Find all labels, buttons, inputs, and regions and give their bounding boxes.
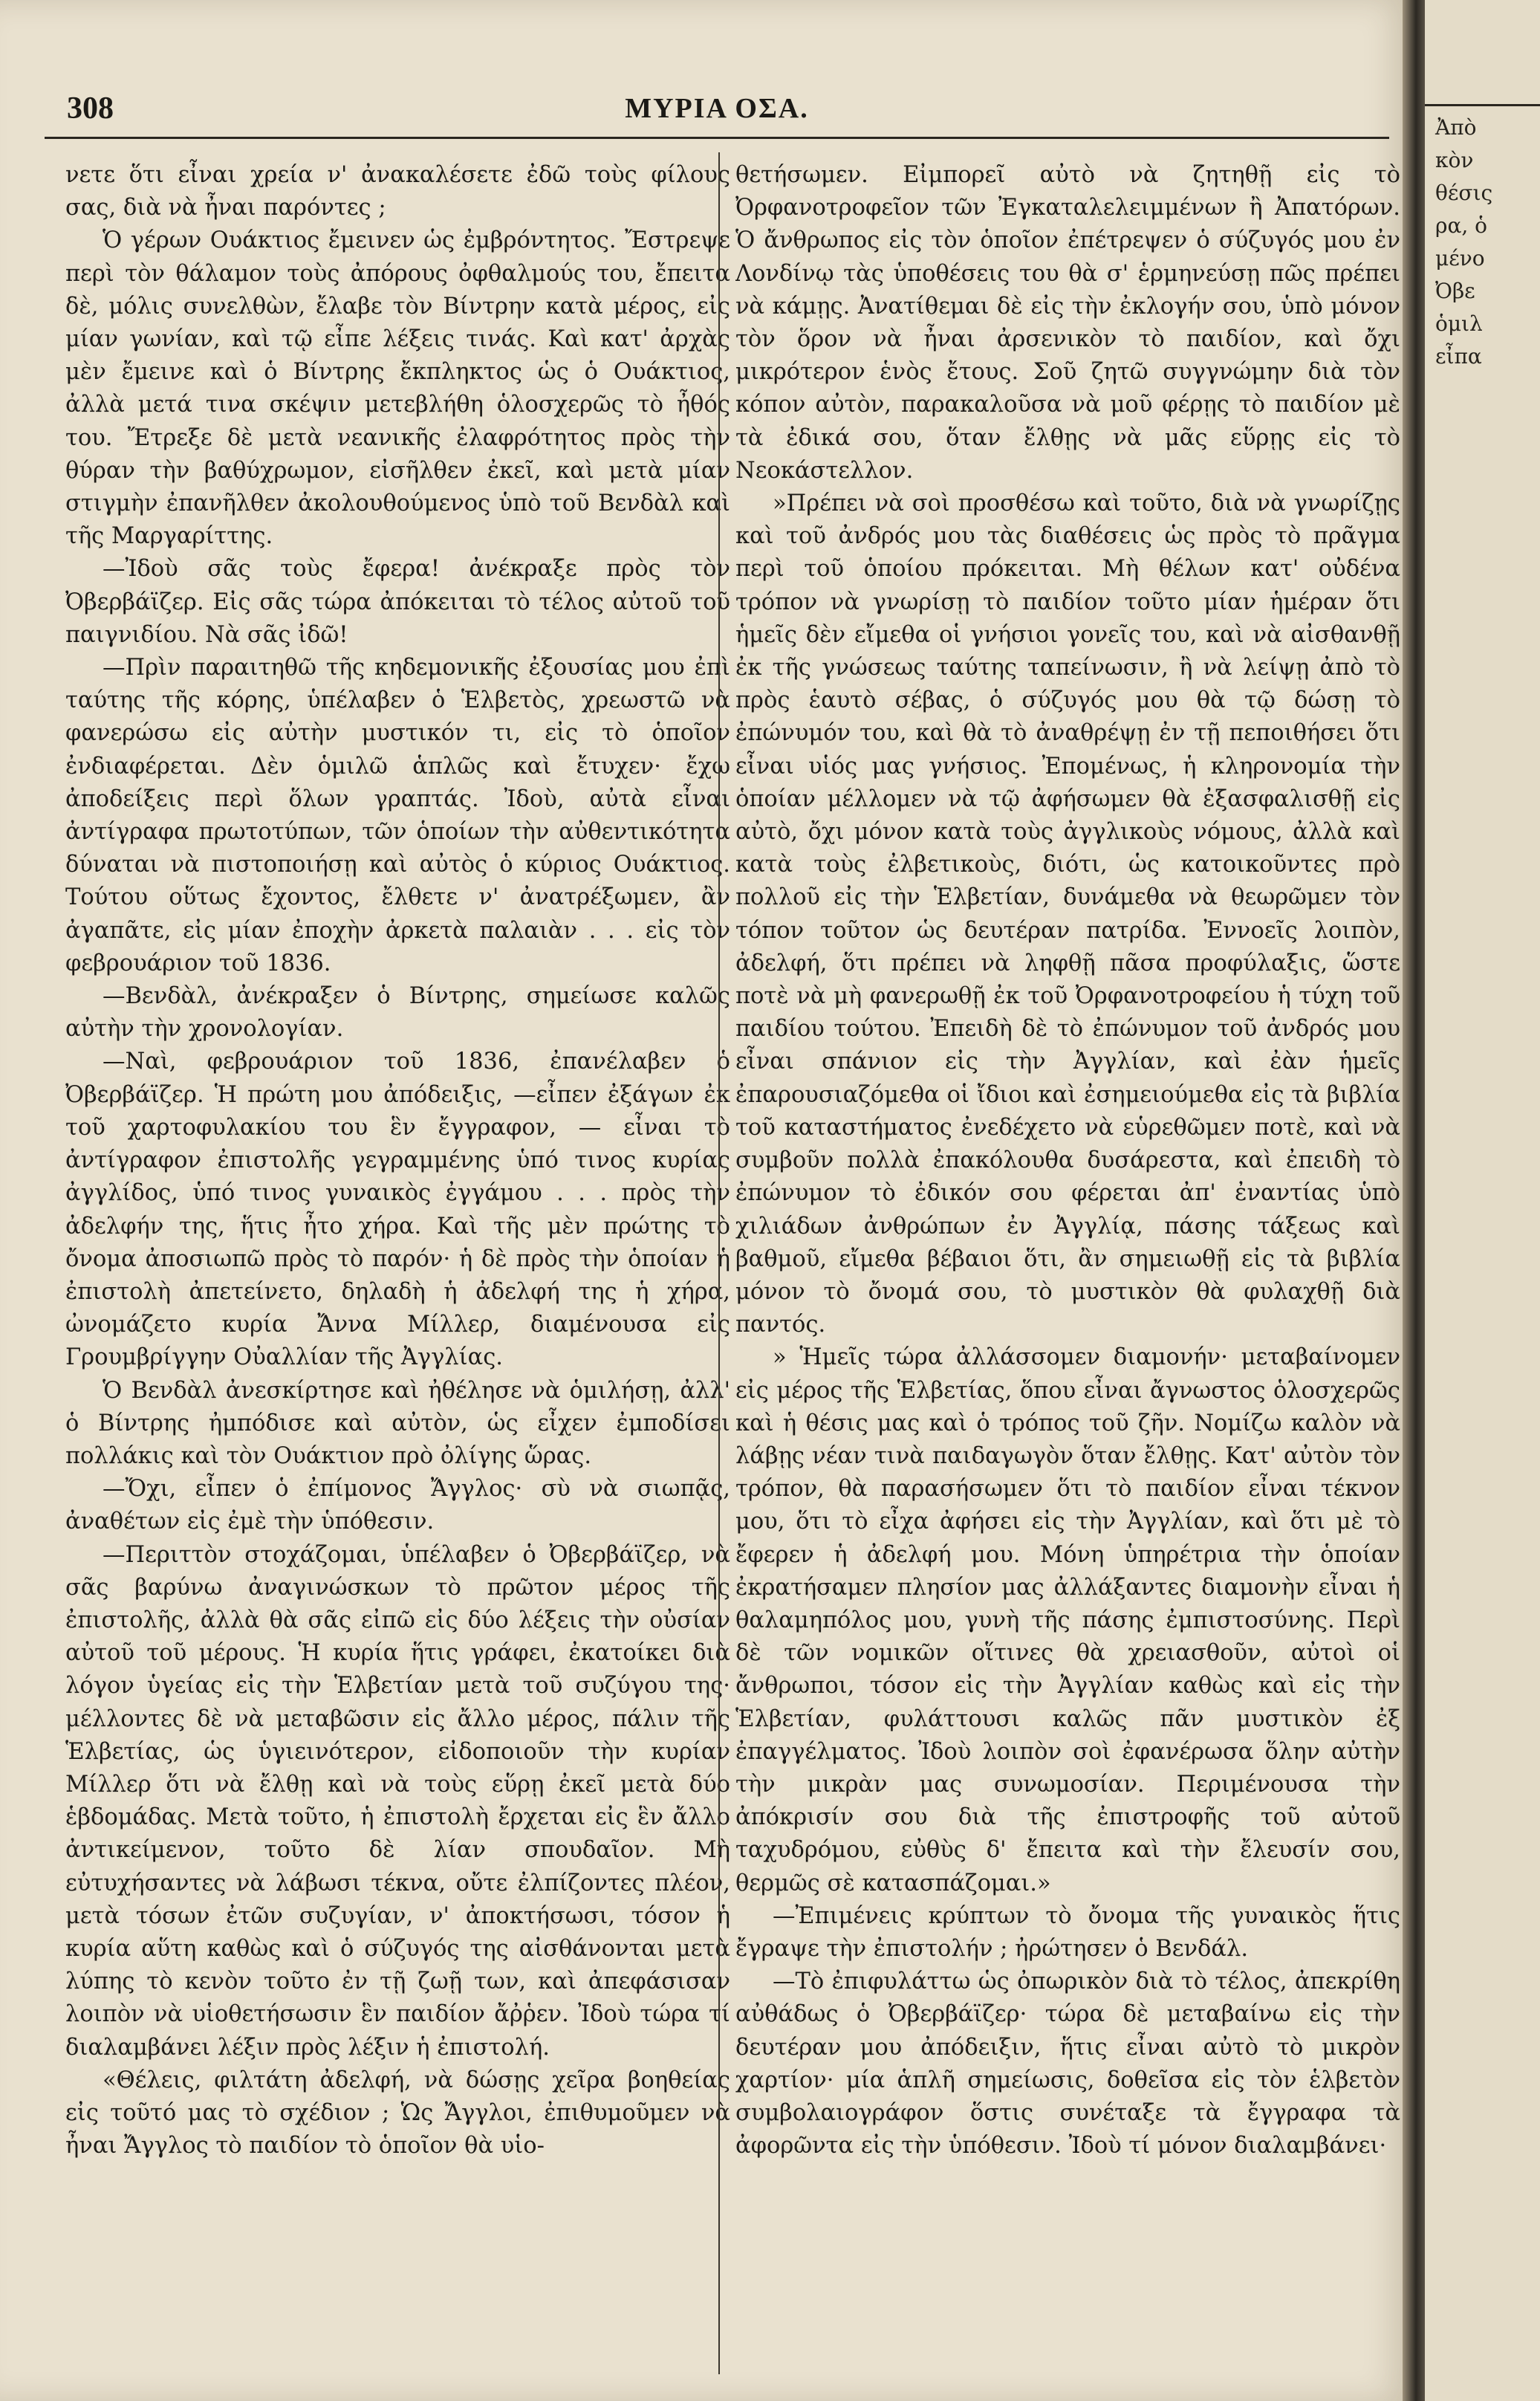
facing-page-edge — [1425, 0, 1540, 2401]
page-number: 308 — [67, 91, 114, 126]
right-text-column — [735, 159, 1400, 2381]
paragraph: —Περιττὸν στοχάζομαι, ὑπέλαβεν ὁ Ὀβερβάϊζερ, νὰ σᾶς βαρύνω ἀναγινώσκων τὸ πρῶτον μέρος τῆς ἐπιστολῆς, ἀλλὰ θὰ σᾶς εἰπῶ εἰς δύο λέξεις τὴν οὐσίαν αὐτοῦ τοῦ μέρους. Ἡ κυρία ἥτις γράφει, ἐκατοίκει διὰ λόγον ὑγείας εἰς τὴν Ἑλβετίαν μετὰ τοῦ συζύγου της· μέλλοντες δὲ νὰ μεταβῶσιν εἰς ἄλλο μέρος, πάλιν τῆς Ἑλβετίας, ὡς ὑγιεινότερον, εἰδοποιοῦν τὴν κυρίαν Μίλλερ ὅτι νὰ ἔλθῃ καὶ νὰ τοὺς εὕρῃ ἐκεῖ μετὰ δύο ἑβδομάδας. Μετὰ τοῦτο, ἡ ἐπιστολὴ ἔρχεται εἰς ἓν ἄλλο ἀντικείμενον, τοῦτο δὲ λίαν σπουδαῖον. Μὴ εὐτυχήσαντες νὰ λάβωσι τέκνα, οὔτε ἐλπίζοντες πλέον, μετὰ τόσων ἐτῶν συζυγίαν, ν' ἀποκτήσωσι, τόσον ἡ κυρία αὕτη καθὼς καὶ ὁ σύζυγός της αἰσθάνονται μετὰ λύπης τὸ κενὸν τοῦτο ἐν τῇ ζωῇ των, καὶ ἀπεφάσισαν λοιπὸν νὰ υἱοθετήσωσιν ἓν παιδίον ἄῤῥεν. Ἰδοὺ τώρα τί διαλαμβάνει λέξιν πρὸς λέξιν ἡ ἐπιστολή. — [65, 1541, 730, 2061]
page-header — [45, 88, 1389, 129]
left-text-column — [65, 159, 730, 2381]
paragraph: «Θέλεις, φιλτάτη ἀδελφή, νὰ δώσῃς χεῖρα βοηθείας εἰς τοῦτό μας τὸ σχέδιον ; Ὡς Ἄγγλοι, ἐπιθυμοῦμεν νὰ ἦναι Ἄγγλος τὸ παιδίον τὸ ὁποῖον θὰ υἱο- — [65, 2067, 730, 2159]
paragraph: »Πρέπει νὰ σοὶ προσθέσω καὶ τοῦτο, διὰ νὰ γνωρίζῃς καὶ τοῦ ἀνδρός μου τὰς διαθέσεις ὡς πρὸς τὸ πρᾶγμα περὶ τοῦ ὁποίου πρόκειται. Μὴ θέλων κατ' οὐδένα τρόπον νὰ γνωρίσῃ τὸ παιδίον τοῦτο μίαν ἡμέραν ὅτι ἡμεῖς δὲν εἴμεθα οἱ γνήσιοι γονεῖς του, καὶ νὰ αἰσθανθῇ ἐκ τῆς γνώσεως ταύτης ταπείνωσιν, ἢ νὰ λείψῃ ἀπὸ τὸ πρὸς ἑαυτὸ σέβας, ὁ σύζυγός μου θὰ τῷ δώσῃ τὸ ἐπώνυμόν του, καὶ θὰ τὸ ἀναθρέψῃ ἐν τῇ πεποιθήσει ὅτι εἶναι υἱός μας γνήσιος. Ἐπομένως, ἡ κληρονομία τὴν ὁποίαν μέλλομεν νὰ τῷ ἀφήσωμεν θὰ ἐξασφαλισθῇ εἰς αὐτὸ, ὄχι μόνον κατὰ τοὺς ἀγγλικοὺς νόμους, ἀλλὰ καὶ κατὰ τοὺς ἐλβετικοὺς, διότι, ὡς κατοικοῦντες πρὸ πολλοῦ εἰς τὴν Ἑλβετίαν, δυνάμεθα νὰ θεωρῶμεν τὸν τόπον τοῦτον ὡς δευτέραν πατρίδα. Ἐννοεῖς λοιπὸν, ἀδελφή, ὅτι πρέπει νὰ ληφθῇ πᾶσα προφύλαξις, ὥστε ποτὲ νὰ μὴ φανερωθῇ ἐκ τοῦ Ὀρφανοτροφείου ἡ τύχη τοῦ παιδίου τούτου. Ἐπειδὴ δὲ τὸ ἐπώνυμον τοῦ ἀνδρός μου εἶναι σπάνιον εἰς τὴν Ἀγγλίαν, καὶ ἐὰν ἡμεῖς ἐπαρουσιαζόμεθα οἱ ἴδιοι καὶ ἐσημειούμεθα εἰς τὰ βιβλία τοῦ καταστήματος ἐνεδέχετο νὰ εὑρεθῶμεν ποτὲ, καὶ νὰ συμβοῦν πολλὰ ἐπακόλουθα δυσάρεστα, καὶ ἐπειδὴ τὸ ἐπώνυμον τὸ ἐδικόν σου φέρεται ἀπ' ἐναντίας ὑπὸ χιλιάδων ἀνθρώπων ἐν Ἀγγλίᾳ, πάσης τάξεως καὶ βαθμοῦ, εἴμεθα βέβαιοι ὅτι, ἂν σημειωθῇ εἰς τὰ βιβλία μόνον τὸ ὄνομά σου, τὸ μυστικὸν θὰ φυλαχθῇ διὰ παντός. — [735, 490, 1400, 1338]
column-divider — [718, 152, 720, 2374]
paragraph: νετε ὅτι εἶναι χρεία ν' ἀνακαλέσετε ἐδῶ τοὺς φίλους σας, διὰ νὰ ἦναι παρόντες ; — [65, 162, 730, 221]
header-rule — [45, 137, 1389, 139]
paragraph: Ὁ Βενδὰλ ἀνεσκίρτησε καὶ ἠθέλησε νὰ ὁμιλήσῃ, ἀλλ' ὁ Βίντρης ἠμπόδισε καὶ αὐτὸν, ὡς εἶχεν ἐμποδίσει πολλάκις καὶ τὸν Ουάκτιον πρὸ ὀλίγης ὥρας. — [65, 1377, 730, 1469]
facing-page-text-fragments: Ἀπὸ κὸν θέσις ρα, ὁ μένο Ὀβε ὁμιλ εἶπα — [1435, 115, 1493, 369]
book-gutter — [1403, 0, 1425, 2401]
paragraph: —Ναὶ, φεβρουάριον τοῦ 1836, ἐπανέλαβεν ὁ Ὀβερβάϊζερ. Ἡ πρώτη μου ἀπόδειξις, —εἶπεν ἐξάγων ἐκ τοῦ χαρτοφυλακίου του ἓν ἔγγραφον, — εἶναι τὸ ἀντίγραφον ἐπιστολῆς γεγραμμένης ὑπό τινος κυρίας ἀγγλίδος, ὑπό τινος γυναικὸς ἐγγάμου . . . πρὸς τὴν ἀδελφήν της, ἥτις ἦτο χήρα. Καὶ τῆς μὲν πρώτης τὸ ὄνομα ἀποσιωπῶ πρὸς τὸ παρόν· ἡ δὲ πρὸς τὴν ὁποίαν ἡ ἐπιστολὴ ἀπετείνετο, δηλαδὴ ἡ ἀδελφή της ἡ χήρα, ὠνομάζετο κυρία Ἄννα Μίλλερ, διαμένουσα εἰς Γρουμβρίγγην Οὐαλλίαν τῆς Ἀγγλίας. — [65, 1049, 730, 1371]
paragraph: —Ἰδοὺ σᾶς τοὺς ἔφερα! ἀνέκραξε πρὸς τὸν Ὀβερβάϊζερ. Εἰς σᾶς τώρα ἀπόκειται τὸ τέλος αὐτοῦ τοῦ παιγνιδίου. Νὰ σᾶς ἰδῶ! — [65, 556, 730, 648]
paragraph: —Βενδὰλ, ἀνέκραξεν ὁ Βίντρης, σημείωσε καλῶς αὐτὴν τὴν χρονολογίαν. — [65, 983, 730, 1043]
paragraph: Ὁ γέρων Ουάκτιος ἔμεινεν ὡς ἐμβρόντητος. Ἔστρεψε περὶ τὸν θάλαμον τοὺς ἀπόρους ὀφθαλμούς του, ἔπειτα δὲ, μόλις συνελθὼν, ἔλαβε τὸν Βίντρην κατὰ μέρος, εἰς μίαν γωνίαν, καὶ τῷ εἶπε λέξεις τινάς. Καὶ κατ' ἀρχὰς μὲν ἔμεινε καὶ ὁ Βίντρης ἔκπληκτος ὡς ὁ Ουάκτιος, ἀλλὰ μετά τινα σκέψιν μετεβλήθη ὁλοσχερῶς τὸ ἦθός του. Ἔτρεξε δὲ μετὰ νεανικῆς ἐλαφρότητος πρὸς τὴν θύραν τὴν βαθύχρωμον, εἰσῆλθεν ἐκεῖ, καὶ μετὰ μίαν στιγμὴν ἐπανῆλθεν ἀκολουθούμενος ὑπὸ τοῦ Βενδὰλ καὶ τῆς Μαργαρίττης. — [65, 227, 730, 550]
running-title: ΜΥΡΙΑ ΟΣΑ. — [625, 93, 809, 124]
paragraph: —Ὄχι, εἶπεν ὁ ἐπίμονος Ἄγγλος· σὺ νὰ σιωπᾷς, ἀναθέτων εἰς ἐμὲ τὴν ὑπόθεσιν. — [65, 1476, 730, 1535]
paragraph: —Πρὶν παραιτηθῶ τῆς κηδεμονικῆς ἐξουσίας μου ἐπὶ ταύτης τῆς κόρης, ὑπέλαβεν ὁ Ἑλβετὸς, χρεωστῶ νὰ φανερώσω εἰς αὐτὴν μυστικόν τι, εἰς τὸ ὁποῖον ἐνδιαφέρεται. Δὲν ὁμιλῶ ἁπλῶς καὶ ἔτυχεν· ἔχω ἀποδείξεις περὶ ὅλων γραπτάς. Ἰδοὺ, αὐτὰ εἶναι ἀντίγραφα πρωτοτύπων, τῶν ὁποίων τὴν αὐθεντικότητα δύναται νὰ πιστοποιήσῃ καὶ αὐτὸς ὁ κύριος Ουάκτιος. Τούτου οὕτως ἔχοντος, ἔλθετε ν' ἀνατρέξωμεν, ἂν ἀγαπᾶτε, εἰς μίαν ἐποχὴν ἀρκετὰ παλαιὰν . . . εἰς τὸν φεβρουάριον τοῦ 1836. — [65, 655, 730, 976]
paragraph: —Τὸ ἐπιφυλάττω ὡς ὀπωρικὸν διὰ τὸ τέλος, ἀπεκρίθη αὐθάδως ὁ Ὀβερβάϊζερ· τώρα δὲ μεταβαίνω εἰς τὴν δευτέραν μου ἀπόδειξιν, ἥτις εἶναι αὐτὸ τὸ μικρὸν χαρτίον· μία ἁπλῆ σημείωσις, δοθεῖσα εἰς τὸν ἑλβετὸν συμβολαιογράφον ὅστις συνέταξε τὰ ἔγγραφα τὰ ἀφορῶντα εἰς τὴν ὑπόθεσιν. Ἰδοὺ τί μόνον διαλαμβάνει· — [735, 1969, 1400, 2159]
facing-page-rule — [1425, 104, 1540, 106]
paragraph: » Ἡμεῖς τώρα ἀλλάσσομεν διαμονήν· μεταβαίνομεν εἰς μέρος τῆς Ἑλβετίας, ὅπου εἶναι ἄγνωστος ὁλοσχερῶς καὶ ἡ θέσις μας καὶ ὁ τρόπος τοῦ ζῆν. Νομίζω καλὸν νὰ λάβῃς νέαν τινὰ παιδαγωγὸν ὅταν ἔλθῃς. Κατ' αὐτὸν τὸν τρόπον, θὰ παρασήσωμεν ὅτι τὸ παιδίον εἶναι τέκνον μου, ὅτι τὸ εἶχα ἀφήσει εἰς τὴν Ἀγγλίαν, καὶ ὅτι μὲ τὸ ἔφερεν ἡ ἀδελφή μου. Μόνη ὑπηρέτρια τὴν ὁποίαν ἐκρατήσαμεν πλησίον μας ἀλλάξαντες διαμονὴν εἶναι ἡ θαλαμηπόλος μου, γυνὴ τῆς πάσης ἐμπιστοσύνης. Περὶ δὲ τῶν νομικῶν οἵτινες θὰ χρειασθοῦν, αὐτοὶ οἱ ἄνθρωποι, τόσον εἰς τὴν Ἀγγλίαν καθὼς καὶ εἰς τὴν Ἑλβετίαν, φυλάττουσι καλῶς πᾶν μυστικὸν ἐξ ἐπαγγέλματος. Ἰδοὺ λοιπὸν σοὶ ἐφανέρωσα ὅλην αὐτὴν τὴν μικρὰν μας συνωμοσίαν. Περιμένουσα τὴν ἀπόκρισίν σου διὰ τῆς ἐπιστροφῆς τοῦ αὐτοῦ ταχυδρόμου, εὐθὺς δ' ἔπειτα καὶ τὴν ἔλευσίν σου, θερμῶς σὲ κατασπάζομαι.» — [735, 1344, 1400, 1896]
paragraph: θετήσωμεν. Εἰμπορεῖ αὐτὸ νὰ ζητηθῇ εἰς τὸ Ὀρφανοτροφεῖον τῶν Ἐγκαταλελειμμένων ἢ Ἀπατόρων. Ὁ ἄνθρωπος εἰς τὸν ὁποῖον ἐπέτρεψεν ὁ σύζυγός μου ἐν Λονδίνῳ τὰς ὑποθέσεις του θὰ σ' ἑρμηνεύσῃ πῶς πρέπει νὰ κάμῃς. Ἀνατίθεμαι δὲ εἰς τὴν ἐκλογήν σου, ὑπὸ μόνον τὸν ὅρον νὰ ἦναι ἀρσενικὸν τὸ παιδίον, καὶ ὄχι μικρότερον ἑνὸς ἔτους. Σοῦ ζητῶ συγγνώμην διὰ τὸν κόπον αὐτὸν, παρακαλοῦσα νὰ μοῦ φέρῃς τὸ παιδίον μὲ τὰ ἐδικά σου, ὅταν ἔλθῃς νὰ μᾶς εὕρῃς εἰς τὸ Νεοκάστελλον. — [735, 162, 1400, 484]
paragraph: —Ἐπιμένεις κρύπτων τὸ ὄνομα τῆς γυναικὸς ἥτις ἔγραψε τὴν ἐπιστολήν ; ἠρώτησεν ὁ Βενδάλ. — [735, 1902, 1400, 1962]
